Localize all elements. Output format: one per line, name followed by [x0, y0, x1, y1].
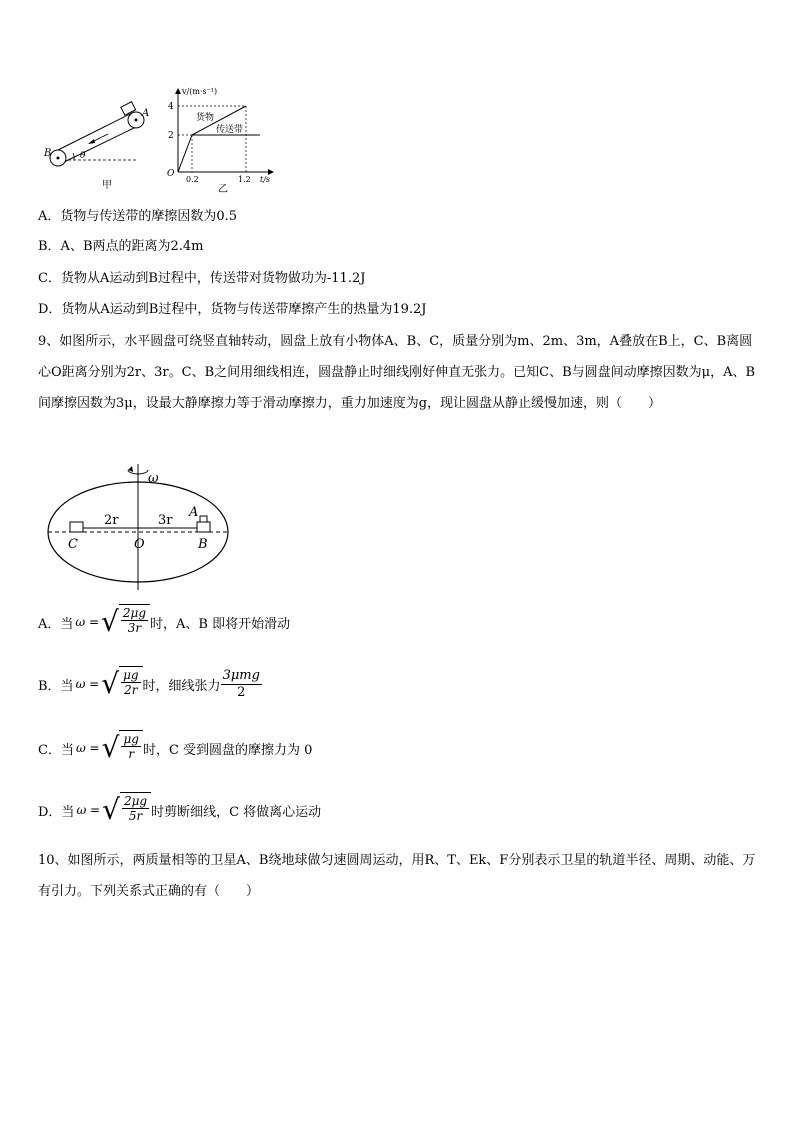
point-a-label: A: [142, 108, 150, 119]
omega-eq: ω =: [75, 615, 100, 629]
tick-02: 0.2: [186, 175, 199, 184]
sqrt-expression: √ $\frac{2\mu g}{3r}$: [101, 604, 150, 640]
q8-option-d: D．货物从A运动到B过程中，货物与传送带摩擦产生的热量为19.2J: [38, 302, 427, 317]
omega-eq: ω =: [75, 677, 100, 691]
tension-fraction: $\frac{\text{3μmg}}{2}$: [222, 667, 260, 700]
origin-label: O: [167, 169, 175, 179]
omega-eq: ω =: [75, 741, 100, 755]
curve-goods-label: 货物: [196, 113, 215, 123]
point-b-label: B: [198, 537, 208, 552]
point-o-label: O: [134, 537, 145, 552]
point-b-label: B: [44, 148, 52, 159]
q8-option-c: C．货物从A运动到B过程中，传送带对货物做功为-11.2J: [38, 271, 366, 286]
q8-option-a: A．货物与传送带的摩擦因数为0.5: [38, 209, 238, 224]
sqrt-expression: √ $\frac{2\mu g}{5r}$: [102, 792, 151, 828]
option-a-prefix: A．当: [38, 616, 74, 632]
option-c-suffix: 时，C 受到圆盘的摩擦力为 0: [142, 742, 313, 758]
omega-eq: ω =: [76, 803, 101, 817]
option-b-mid: 时，细线张力: [142, 678, 221, 694]
q9-option-b: [38, 666, 262, 702]
sqrt-expression: √ $\frac{\mu g}{r}$: [102, 730, 143, 766]
q9-option-c: [38, 730, 312, 766]
tick-4: 4: [168, 102, 174, 112]
fig-yi-label: 乙: [218, 184, 228, 195]
vt-graph-figure: [160, 84, 280, 196]
q9-stem: 9、如图所示，水平圆盘可绕竖直轴转动，圆盘上放有小物体A、B、C，质量分别为m、2m、3m，A叠放在B上，C、B离圆心O距离分别为2r、3r。C、B之间用细线相连，圆盘静止时细线刚好伸直无张力。已知C、B与圆盘间动摩擦因数为μ，A、B间摩擦因数为3μ，设最大静摩擦力等于滑动摩擦力，重力加速度为g，现让圆盘从静止缓慢加速，则（ ）: [38, 334, 756, 411]
tick-12: 1.2: [238, 175, 251, 184]
dist-3r-label: 3r: [158, 513, 173, 528]
angle-label: θ: [80, 151, 86, 161]
omega-label: ω: [148, 471, 159, 486]
point-a-label: A: [189, 505, 199, 520]
curve-belt-label: 传送带: [216, 125, 244, 135]
x-axis-label: t/s: [260, 175, 271, 184]
tick-2: 2: [168, 131, 174, 141]
sqrt-expression: √ $\frac{\mu g}{2r}$: [101, 666, 142, 702]
y-axis-label: v/(m·s⁻¹): [182, 87, 218, 96]
option-b-prefix: B．当: [38, 678, 74, 694]
option-a-suffix: 时，A、B 即将开始滑动: [150, 616, 291, 632]
q9-option-d: [38, 792, 321, 828]
point-c-label: C: [68, 537, 78, 552]
q10-stem: 10、如图所示，两质量相等的卫星A、B绕地球做匀速圆周运动，用R、T、Ek、F分别表示卫星的轨道半径、周期、动能、万有引力。下列关系式正确的有（ ）: [38, 853, 756, 899]
conveyor-belt-figure: [38, 96, 158, 196]
fig-jia-label: 甲: [102, 180, 112, 191]
q8-option-b: B．A、B两点的距离为2.4m: [38, 239, 204, 254]
rotating-disk-figure: [44, 460, 238, 592]
option-c-prefix: C．当: [38, 742, 74, 758]
option-d-suffix: 时剪断细线，C 将做离心运动: [151, 804, 322, 820]
option-d-prefix: D．当: [38, 804, 75, 820]
q9-option-a: [38, 604, 290, 640]
dist-2r-label: 2r: [104, 513, 119, 528]
